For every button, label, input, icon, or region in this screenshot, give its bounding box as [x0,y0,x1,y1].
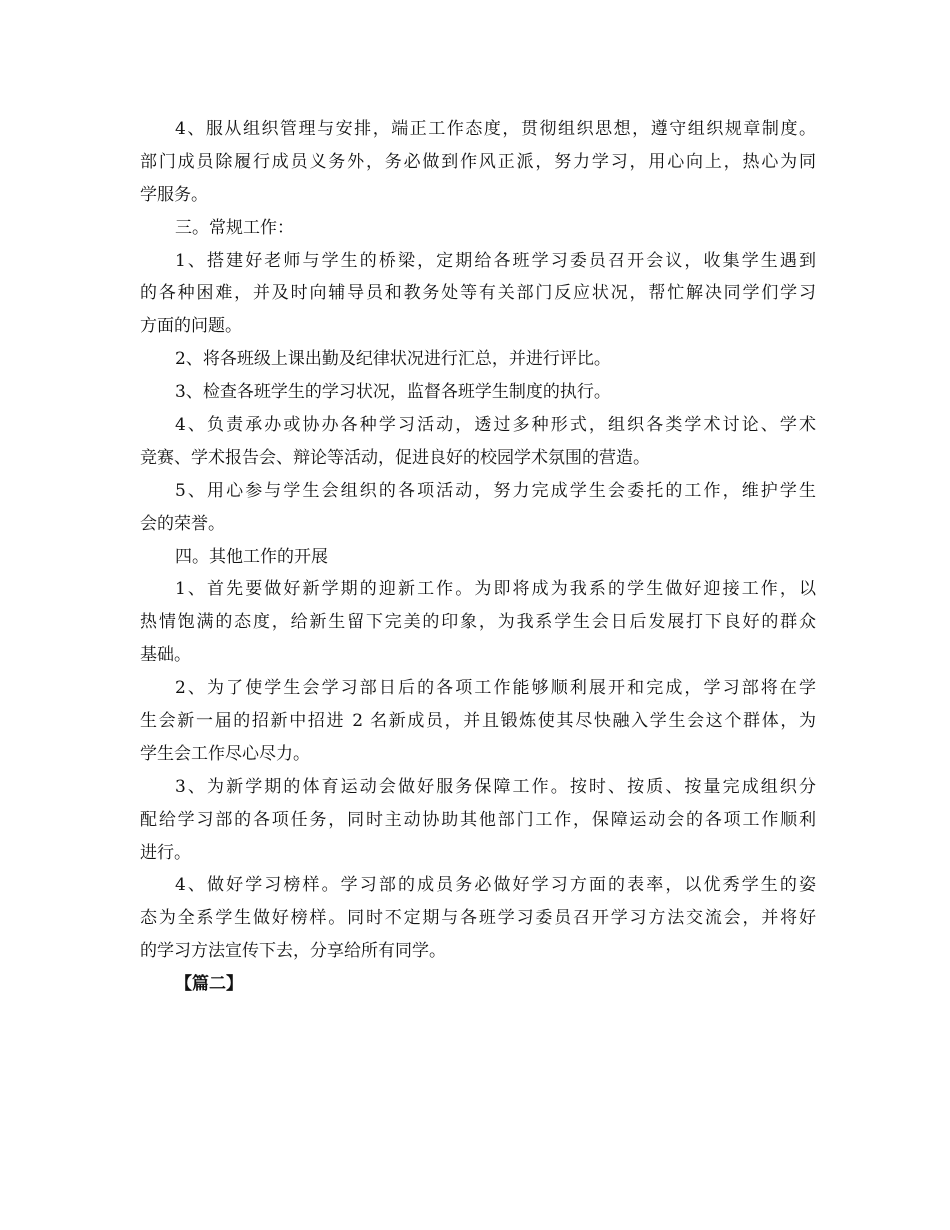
paragraph-line: 5、用心参与学生会组织的各项活动，努力完成学生会委托的工作，维护学生 [175,480,816,501]
paragraph-line: 1、首先要做好新学期的迎新工作。为即将成为我系的学生做好迎接工作，以 [175,579,816,600]
paragraph-line: 4、服从组织管理与安排，端正工作态度，贯彻组织思想，遵守组织规章制度。 [175,119,816,139]
paragraph-line: 态为全系学生做好榜样。同时不定期与各班学习委员召开学习方法交流会，并将好 [140,908,816,929]
document-body [140,113,816,1001]
paragraph-line: 4、做好学习榜样。学习部的成员务必做好学习方面的表率，以优秀学生的姿 [175,875,816,896]
paragraph-line: 4、负责承办或协办各种学习活动，透过多种形式，组织各类学术讨论、学术 [175,415,816,436]
paragraph-line: 学生会工作尽心尽力。 [140,743,310,764]
paragraph-line: 学服务。 [140,184,208,205]
paragraph-line: 3、检查各班学生的学习状况，监督各班学生制度的执行。 [175,382,611,403]
paragraph-line: 竞赛、学术报告会、辩论等活动，促进良好的校园学术氛围的营造。 [140,447,650,468]
paragraph-line: 进行。 [140,842,191,863]
paragraph-line: 部门成员除履行成员义务外，务必做到作风正派，努力学习，用心向上，热心为同 [140,151,816,172]
paragraph-line: 3、为新学期的体育运动会做好服务保障工作。按时、按质、按量完成组织分 [175,776,816,797]
paragraph-line: 1、搭建好老师与学生的桥梁，定期给各班学习委员召开会议，收集学生遇到 [175,250,816,271]
paragraph-line: 基础。 [140,645,191,666]
section-heading-part-two: 【篇二】 [175,974,243,995]
paragraph-line: 方面的问题。 [140,316,242,337]
paragraph-line: 生会新一届的招新中招进 2 名新成员，并且锻炼使其尽快融入学生会这个群体，为 [140,711,816,732]
section-heading: 三。常规工作： [175,217,294,238]
paragraph-line: 2、将各班级上课出勤及纪律状况进行汇总，并进行评比。 [175,349,611,370]
paragraph-line: 会的荣誉。 [140,513,225,534]
paragraph-line: 的各种困难，并及时向辅导员和教务处等有关部门反应状况，帮忙解决同学们学习 [140,283,816,304]
paragraph-line: 热情饱满的态度，给新生留下完美的印象，为我系学生会日后发展打下良好的群众 [140,612,816,633]
section-heading: 四。其他工作的开展 [175,546,328,567]
paragraph-line: 2、为了使学生会学习部日后的各项工作能够顺利展开和完成，学习部将在学 [175,678,816,699]
paragraph-line: 配给学习部的各项任务，同时主动协助其他部门工作，保障运动会的各项工作顺利 [140,809,816,830]
paragraph-line: 的学习方法宣传下去，分享给所有同学。 [140,941,446,962]
